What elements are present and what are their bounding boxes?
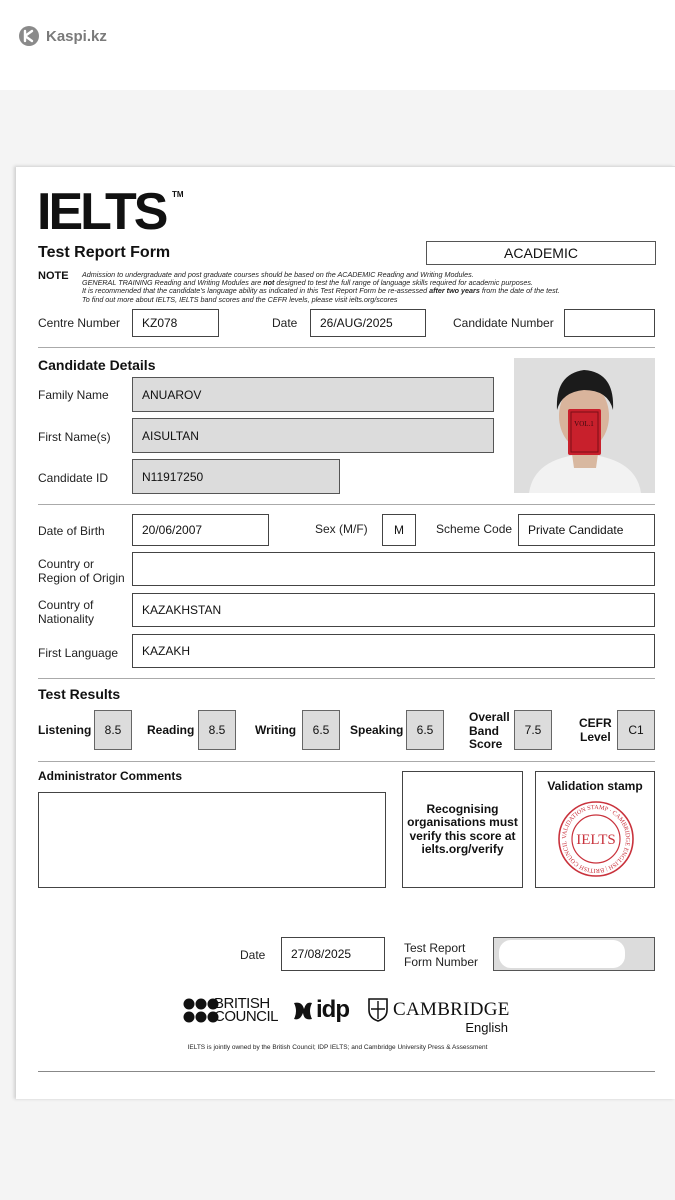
trf-number-label xyxy=(404,941,478,969)
note-label: NOTE xyxy=(38,270,69,282)
candidate-number-field xyxy=(564,309,655,337)
verify-line-1: Recognising xyxy=(426,801,499,816)
listening-label: Listening xyxy=(38,723,92,737)
idp-text: idp xyxy=(316,996,349,1023)
top-bar xyxy=(0,0,675,90)
verify-line-2: organisations must xyxy=(407,815,518,829)
writing-label: Writing xyxy=(255,723,297,737)
trademark-mark: TM xyxy=(172,190,184,199)
dob-field: 20/06/2007 xyxy=(132,514,269,546)
family-name-field: ANUAROV xyxy=(132,377,494,412)
note-line-1: Admission to undergraduate and post graduate courses should be based on the ACADEMIC Reading and Writing Modules. xyxy=(82,270,474,279)
module-box: ACADEMIC xyxy=(426,241,656,265)
validation-stamp-label: Validation stamp xyxy=(547,779,643,793)
divider xyxy=(38,504,655,505)
note-line-2-c: designed to test the full range of language skills required for academic purposes. xyxy=(274,278,533,288)
origin-label xyxy=(38,557,125,585)
bc-line-1: BRITISH xyxy=(214,995,270,1012)
trf-label-line-1: Test Report xyxy=(404,941,466,955)
note-text xyxy=(82,271,642,304)
origin-label-line-2: Region of Origin xyxy=(38,571,125,585)
origin-field xyxy=(132,552,655,586)
cambridge-shield-icon xyxy=(368,998,388,1022)
writing-score: 6.5 xyxy=(302,710,340,750)
ielts-logo: IELTS xyxy=(37,183,166,241)
candidate-photo-image xyxy=(514,358,655,493)
british-council-text xyxy=(214,997,278,1023)
scheme-code-field: Private Candidate xyxy=(518,514,655,546)
first-language-field: KAZAKH xyxy=(132,634,655,668)
candidate-id-field: N11917250 xyxy=(132,459,340,494)
cefr-label-line-2: Level xyxy=(579,729,611,744)
date-label: Date xyxy=(272,316,298,330)
centre-number-label: Centre Number xyxy=(38,316,121,330)
test-results-heading: Test Results xyxy=(38,686,121,702)
validation-stamp-icon xyxy=(557,800,635,878)
speaking-score: 6.5 xyxy=(406,710,444,750)
sex-label: Sex (M/F) xyxy=(315,522,368,536)
listening-score: 8.5 xyxy=(94,710,132,750)
dob-label: Date of Birth xyxy=(38,524,105,538)
test-date-field: 26/AUG/2025 xyxy=(310,309,426,337)
trf-label-line-2: Form Number xyxy=(404,955,479,969)
verify-line-3: verify this score at xyxy=(409,828,516,843)
bc-line-2: COUNCIL xyxy=(214,1008,279,1025)
candidate-photo xyxy=(514,358,655,493)
verify-line-4: ielts.org/verify xyxy=(421,842,504,856)
redaction-mark xyxy=(499,940,625,968)
overall-score: 7.5 xyxy=(514,710,552,750)
cambridge-text: CAMBRIDGE xyxy=(393,999,510,1020)
first-language-label: First Language xyxy=(38,646,119,660)
verify-notice xyxy=(402,771,523,888)
scheme-code-label: Scheme Code xyxy=(436,522,513,536)
cefr-label-line-1: CEFR xyxy=(579,716,612,730)
candidate-number-label: Candidate Number xyxy=(453,316,554,330)
nationality-field: KAZAKHSTAN xyxy=(132,593,655,627)
validation-stamp-panel xyxy=(535,771,655,888)
idp-mark-icon xyxy=(292,999,314,1023)
overall-label-line-2: Band xyxy=(469,723,499,738)
speaking-label: Speaking xyxy=(350,723,404,737)
stamp-ring-text: VALIDATION STAMP · CAMBRIDGE ENGLISH | BRITISH COUNCIL xyxy=(560,803,632,875)
kaspi-brand[interactable] xyxy=(19,26,107,46)
overall-label xyxy=(469,711,510,752)
note-line-3-a: It is recommended that the candidate's language ability as indicated in this Test Report Form be re-assessed xyxy=(82,286,430,296)
admin-comments-label: Administrator Comments xyxy=(38,769,183,783)
overall-label-line-1: Overall xyxy=(469,710,510,724)
issue-date-field: 27/08/2025 xyxy=(281,937,385,971)
divider xyxy=(38,1071,655,1072)
nationality-label xyxy=(38,598,94,626)
note-line-3-b: after two years xyxy=(429,286,480,296)
note-line-2-a: GENERAL TRAINING Reading and Writing Modules are xyxy=(82,278,264,288)
cefr-level: C1 xyxy=(617,710,655,750)
divider xyxy=(38,678,655,679)
family-name-label: Family Name xyxy=(38,388,109,402)
reading-score: 8.5 xyxy=(198,710,236,750)
first-name-label: First Name(s) xyxy=(38,430,111,444)
candidate-details-heading: Candidate Details xyxy=(38,357,156,373)
cefr-label xyxy=(579,717,612,744)
centre-number-field: KZ078 xyxy=(132,309,219,337)
sex-field: M xyxy=(382,514,416,546)
candidate-id-label: Candidate ID xyxy=(38,471,109,485)
divider xyxy=(38,761,655,762)
kaspi-logo-icon xyxy=(19,26,39,46)
first-name-field: AISULTAN xyxy=(132,418,494,453)
book-label: VOL.1 xyxy=(574,420,594,428)
cambridge-english-text: English xyxy=(465,1020,508,1035)
note-line-2-b: not xyxy=(263,278,275,288)
nationality-label-line-2: Nationality xyxy=(38,612,95,626)
cambridge-logo xyxy=(368,997,513,1037)
form-title: Test Report Form xyxy=(38,244,171,261)
issue-date-label: Date xyxy=(240,948,266,962)
stamp-center-text: IELTS xyxy=(576,832,616,848)
note-line-4: To find out more about IELTS, IELTS band scores and the CEFR levels, please visit ielts.org/scores xyxy=(82,294,398,304)
kaspi-label: Kaspi.kz xyxy=(46,27,107,45)
divider xyxy=(38,347,655,348)
ownership-note: IELTS is jointly owned by the British Council; IDP IELTS; and Cambridge University Press & Assessment xyxy=(187,1044,488,1051)
admin-comments-box xyxy=(38,792,386,888)
note-line-3-c: from the date of the test. xyxy=(479,286,560,296)
nationality-label-line-1: Country of xyxy=(38,598,94,612)
reading-label: Reading xyxy=(147,723,195,737)
overall-label-line-3: Score xyxy=(469,737,503,751)
origin-label-line-1: Country or xyxy=(38,557,95,571)
